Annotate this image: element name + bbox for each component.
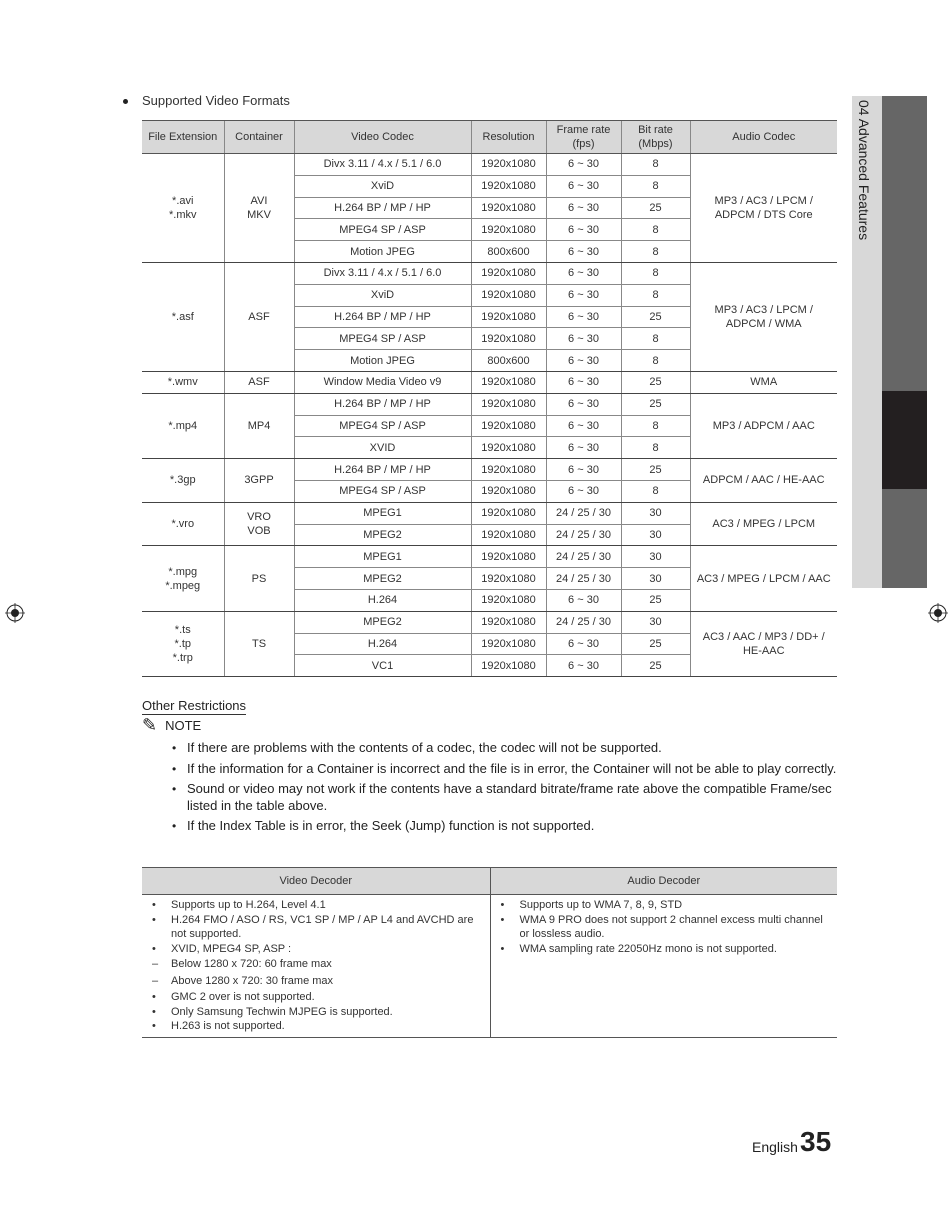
frame-rate-cell: 6 ~ 30 bbox=[546, 284, 621, 306]
decoder-item bbox=[150, 1005, 484, 1020]
resolution-cell: 1920x1080 bbox=[471, 306, 546, 328]
frame-rate-cell: 6 ~ 30 bbox=[546, 175, 621, 197]
audio-codec-cell: AC3 / AAC / MP3 / DD+ / HE-AAC bbox=[690, 611, 837, 676]
resolution-cell: 1920x1080 bbox=[471, 262, 546, 284]
bit-rate-cell: 8 bbox=[621, 262, 690, 284]
column-header: Frame rate (fps) bbox=[546, 121, 621, 154]
bit-rate-cell: 25 bbox=[621, 306, 690, 328]
resolution-cell: 1920x1080 bbox=[471, 480, 546, 502]
file-extension-cell: *.mpg *.mpeg bbox=[142, 546, 224, 611]
video-codec-cell: XVID bbox=[294, 437, 471, 459]
bullet-icon: • bbox=[500, 913, 505, 926]
frame-rate-cell: 6 ~ 30 bbox=[546, 241, 621, 263]
table-row bbox=[142, 371, 837, 393]
column-header: Bit rate (Mbps) bbox=[621, 121, 690, 154]
resolution-cell: 1920x1080 bbox=[471, 611, 546, 633]
file-extension-cell: *.vro bbox=[142, 502, 224, 546]
pencil-icon: ✎ bbox=[142, 715, 158, 735]
frame-rate-cell: 6 ~ 30 bbox=[546, 633, 621, 655]
bullet-icon bbox=[123, 99, 128, 104]
frame-rate-cell: 6 ~ 30 bbox=[546, 589, 621, 611]
section-title: Supported Video Formats bbox=[123, 93, 290, 108]
bit-rate-cell: 25 bbox=[621, 655, 690, 677]
table-row bbox=[142, 546, 837, 568]
column-header: Container bbox=[224, 121, 294, 154]
resolution-cell: 1920x1080 bbox=[471, 154, 546, 176]
table-row bbox=[142, 262, 837, 284]
bullet-icon: • bbox=[172, 782, 177, 796]
audio-codec-cell: AC3 / MPEG / LPCM bbox=[690, 502, 837, 546]
decoder-item-text: Above 1280 x 720: 30 frame max bbox=[171, 975, 334, 987]
bullet-icon: • bbox=[172, 819, 177, 833]
resolution-cell: 1920x1080 bbox=[471, 393, 546, 415]
frame-rate-cell: 6 ~ 30 bbox=[546, 393, 621, 415]
table-row bbox=[142, 393, 837, 415]
decoder-sub-item bbox=[150, 973, 484, 990]
resolution-cell: 1920x1080 bbox=[471, 197, 546, 219]
frame-rate-cell: 6 ~ 30 bbox=[546, 437, 621, 459]
frame-rate-cell: 6 ~ 30 bbox=[546, 219, 621, 241]
video-codec-cell: MPEG4 SP / ASP bbox=[294, 219, 471, 241]
audio-codec-cell: AC3 / MPEG / LPCM / AAC bbox=[690, 546, 837, 611]
video-codec-cell: Motion JPEG bbox=[294, 241, 471, 263]
registration-mark-icon bbox=[5, 603, 25, 623]
decoder-item-text: Supports up to H.264, Level 4.1 bbox=[171, 899, 326, 911]
video-codec-cell: Window Media Video v9 bbox=[294, 371, 471, 393]
video-codec-cell: Motion JPEG bbox=[294, 350, 471, 372]
decoder-item bbox=[499, 942, 832, 957]
decoder-item-text: Supports up to WMA 7, 8, 9, STD bbox=[519, 899, 683, 911]
bullet-icon: • bbox=[152, 1020, 156, 1032]
audio-codec-cell: ADPCM / AAC / HE-AAC bbox=[690, 459, 837, 503]
video-codec-cell: VC1 bbox=[294, 655, 471, 677]
video-codec-cell: H.264 bbox=[294, 633, 471, 655]
bullet-icon: • bbox=[172, 741, 177, 755]
file-extension-cell: *.ts *.tp *.trp bbox=[142, 611, 224, 676]
video-codec-cell: H.264 BP / MP / HP bbox=[294, 306, 471, 328]
resolution-cell: 1920x1080 bbox=[471, 219, 546, 241]
dash-icon: – bbox=[152, 958, 159, 970]
resolution-cell: 1920x1080 bbox=[471, 568, 546, 590]
note-text: If the information for a Container is incorrect and the file is in error, the Container will not be able to play correctly. bbox=[187, 760, 837, 776]
resolution-cell: 1920x1080 bbox=[471, 415, 546, 437]
table-row bbox=[142, 611, 837, 633]
note-item bbox=[172, 761, 842, 778]
note-text: Sound or video may not work if the contents have a standard bitrate/frame rate above the compatible Frame/sec listed in the table above. bbox=[187, 781, 832, 813]
video-codec-cell: MPEG2 bbox=[294, 611, 471, 633]
decoder-item bbox=[150, 1019, 484, 1034]
notes-list bbox=[172, 740, 842, 839]
chapter-label: 04 Advanced Features bbox=[856, 100, 872, 241]
bit-rate-cell: 8 bbox=[621, 241, 690, 263]
video-codec-cell: XviD bbox=[294, 284, 471, 306]
resolution-cell: 1920x1080 bbox=[471, 437, 546, 459]
video-formats-table bbox=[142, 120, 837, 677]
video-codec-cell: MPEG1 bbox=[294, 546, 471, 568]
frame-rate-cell: 24 / 25 / 30 bbox=[546, 568, 621, 590]
frame-rate-cell: 6 ~ 30 bbox=[546, 154, 621, 176]
note-heading bbox=[142, 717, 201, 733]
bit-rate-cell: 30 bbox=[621, 524, 690, 546]
page-number: 35 bbox=[800, 1126, 832, 1157]
frame-rate-cell: 6 ~ 30 bbox=[546, 306, 621, 328]
resolution-cell: 1920x1080 bbox=[471, 502, 546, 524]
resolution-cell: 1920x1080 bbox=[471, 371, 546, 393]
bullet-icon: • bbox=[152, 942, 156, 955]
frame-rate-cell: 6 ~ 30 bbox=[546, 197, 621, 219]
decoder-item-text: Below 1280 x 720: 60 frame max bbox=[171, 958, 332, 970]
column-header: File Extension bbox=[142, 121, 224, 154]
video-codec-cell: MPEG2 bbox=[294, 568, 471, 590]
frame-rate-cell: 6 ~ 30 bbox=[546, 328, 621, 350]
container-cell: TS bbox=[224, 611, 294, 676]
file-extension-cell: *.3gp bbox=[142, 459, 224, 503]
bit-rate-cell: 8 bbox=[621, 480, 690, 502]
bullet-icon: • bbox=[152, 899, 156, 911]
file-extension-cell: *.wmv bbox=[142, 371, 224, 393]
resolution-cell: 1920x1080 bbox=[471, 459, 546, 481]
frame-rate-cell: 24 / 25 / 30 bbox=[546, 611, 621, 633]
container-cell: ASF bbox=[224, 371, 294, 393]
bullet-icon: • bbox=[152, 913, 156, 926]
note-item bbox=[172, 781, 842, 814]
registration-mark-icon bbox=[928, 603, 948, 623]
bit-rate-cell: 8 bbox=[621, 415, 690, 437]
file-extension-cell: *.mp4 bbox=[142, 393, 224, 458]
audio-codec-cell: WMA bbox=[690, 371, 837, 393]
video-codec-cell: H.264 BP / MP / HP bbox=[294, 393, 471, 415]
video-codec-cell: H.264 BP / MP / HP bbox=[294, 197, 471, 219]
column-header: Video Codec bbox=[294, 121, 471, 154]
resolution-cell: 1920x1080 bbox=[471, 633, 546, 655]
resolution-cell: 1920x1080 bbox=[471, 524, 546, 546]
container-cell: PS bbox=[224, 546, 294, 611]
decoder-item bbox=[150, 990, 484, 1005]
bit-rate-cell: 8 bbox=[621, 437, 690, 459]
bit-rate-cell: 8 bbox=[621, 328, 690, 350]
other-restrictions-title: Other Restrictions bbox=[142, 698, 247, 713]
decoder-item-text: XVID, MPEG4 SP, ASP : bbox=[171, 942, 292, 955]
resolution-cell: 800x600 bbox=[471, 241, 546, 263]
bit-rate-cell: 25 bbox=[621, 197, 690, 219]
decoder-item-text: GMC 2 over is not supported. bbox=[171, 991, 315, 1003]
frame-rate-cell: 24 / 25 / 30 bbox=[546, 524, 621, 546]
frame-rate-cell: 24 / 25 / 30 bbox=[546, 546, 621, 568]
file-extension-cell: *.asf bbox=[142, 262, 224, 371]
resolution-cell: 1920x1080 bbox=[471, 655, 546, 677]
video-decoder-cell bbox=[142, 895, 490, 1038]
column-header: Resolution bbox=[471, 121, 546, 154]
resolution-cell: 1920x1080 bbox=[471, 328, 546, 350]
decoder-item bbox=[499, 898, 832, 913]
audio-codec-cell: MP3 / AC3 / LPCM / ADPCM / WMA bbox=[690, 262, 837, 371]
frame-rate-cell: 6 ~ 30 bbox=[546, 350, 621, 372]
frame-rate-cell: 24 / 25 / 30 bbox=[546, 502, 621, 524]
decoder-item bbox=[150, 898, 484, 913]
dash-icon: – bbox=[152, 975, 159, 987]
note-label: NOTE bbox=[165, 717, 202, 733]
note-text: If there are problems with the contents of a codec, the codec will not be supported. bbox=[187, 740, 662, 755]
frame-rate-cell: 6 ~ 30 bbox=[546, 459, 621, 481]
bit-rate-cell: 30 bbox=[621, 546, 690, 568]
video-codec-cell: Divx 3.11 / 4.x / 5.1 / 6.0 bbox=[294, 262, 471, 284]
resolution-cell: 1920x1080 bbox=[471, 589, 546, 611]
resolution-cell: 1920x1080 bbox=[471, 284, 546, 306]
table-row bbox=[142, 502, 837, 524]
decoder-item bbox=[499, 913, 832, 942]
video-codec-cell: H.264 bbox=[294, 589, 471, 611]
bullet-icon: • bbox=[152, 1005, 156, 1018]
column-header: Audio Codec bbox=[690, 121, 837, 154]
bit-rate-cell: 8 bbox=[621, 284, 690, 306]
bit-rate-cell: 25 bbox=[621, 393, 690, 415]
bit-rate-cell: 8 bbox=[621, 219, 690, 241]
bullet-icon: • bbox=[500, 899, 505, 911]
bit-rate-cell: 30 bbox=[621, 502, 690, 524]
decoder-item bbox=[150, 942, 484, 957]
audio-decoder-cell bbox=[490, 895, 837, 1038]
video-codec-cell: Divx 3.11 / 4.x / 5.1 / 6.0 bbox=[294, 154, 471, 176]
video-decoder-header: Video Decoder bbox=[142, 868, 490, 895]
video-codec-cell: MPEG1 bbox=[294, 502, 471, 524]
video-codec-cell: MPEG4 SP / ASP bbox=[294, 480, 471, 502]
frame-rate-cell: 6 ~ 30 bbox=[546, 655, 621, 677]
bit-rate-cell: 25 bbox=[621, 633, 690, 655]
container-cell: MP4 bbox=[224, 393, 294, 458]
frame-rate-cell: 6 ~ 30 bbox=[546, 415, 621, 437]
container-cell: AVI MKV bbox=[224, 154, 294, 263]
audio-codec-cell: MP3 / ADPCM / AAC bbox=[690, 393, 837, 458]
decoder-item-text: H.264 FMO / ASO / RS, VC1 SP / MP / AP L4 and AVCHD are not supported. bbox=[171, 913, 474, 940]
note-text: If the Index Table is in error, the Seek (Jump) function is not supported. bbox=[187, 818, 595, 833]
audio-decoder-header: Audio Decoder bbox=[490, 868, 837, 895]
resolution-cell: 1920x1080 bbox=[471, 546, 546, 568]
bit-rate-cell: 8 bbox=[621, 175, 690, 197]
decoder-item-text: WMA sampling rate 22050Hz mono is not supported. bbox=[519, 942, 777, 955]
video-codec-cell: H.264 BP / MP / HP bbox=[294, 459, 471, 481]
bit-rate-cell: 30 bbox=[621, 611, 690, 633]
audio-codec-cell: MP3 / AC3 / LPCM / ADPCM / DTS Core bbox=[690, 154, 837, 263]
decoder-item-text: H.263 is not supported. bbox=[171, 1020, 285, 1032]
video-codec-cell: MPEG4 SP / ASP bbox=[294, 415, 471, 437]
container-cell: ASF bbox=[224, 262, 294, 371]
container-cell: VRO VOB bbox=[224, 502, 294, 546]
decoder-table bbox=[142, 867, 837, 1038]
decoder-item bbox=[150, 913, 484, 942]
video-codec-cell: MPEG2 bbox=[294, 524, 471, 546]
container-cell: 3GPP bbox=[224, 459, 294, 503]
file-extension-cell: *.avi *.mkv bbox=[142, 154, 224, 263]
decoder-item-text: WMA 9 PRO does not support 2 channel excess multi channel or lossless audio. bbox=[519, 913, 823, 940]
table-header-row bbox=[142, 121, 837, 154]
footer-language: English bbox=[752, 1139, 798, 1155]
frame-rate-cell: 6 ~ 30 bbox=[546, 262, 621, 284]
video-codec-cell: MPEG4 SP / ASP bbox=[294, 328, 471, 350]
table-row bbox=[142, 459, 837, 481]
resolution-cell: 800x600 bbox=[471, 350, 546, 372]
bit-rate-cell: 25 bbox=[621, 371, 690, 393]
bullet-icon: • bbox=[152, 991, 156, 1003]
frame-rate-cell: 6 ~ 30 bbox=[546, 480, 621, 502]
table-row bbox=[142, 154, 837, 176]
note-item bbox=[172, 740, 842, 757]
bit-rate-cell: 25 bbox=[621, 589, 690, 611]
decoder-sub-item bbox=[150, 956, 484, 973]
resolution-cell: 1920x1080 bbox=[471, 175, 546, 197]
decoder-item-text: Only Samsung Techwin MJPEG is supported. bbox=[171, 1005, 393, 1018]
bullet-icon: • bbox=[172, 761, 177, 776]
video-codec-cell: XviD bbox=[294, 175, 471, 197]
bit-rate-cell: 8 bbox=[621, 154, 690, 176]
bit-rate-cell: 30 bbox=[621, 568, 690, 590]
bullet-icon: • bbox=[500, 942, 505, 955]
note-item bbox=[172, 818, 842, 835]
bit-rate-cell: 8 bbox=[621, 350, 690, 372]
frame-rate-cell: 6 ~ 30 bbox=[546, 371, 621, 393]
bit-rate-cell: 25 bbox=[621, 459, 690, 481]
